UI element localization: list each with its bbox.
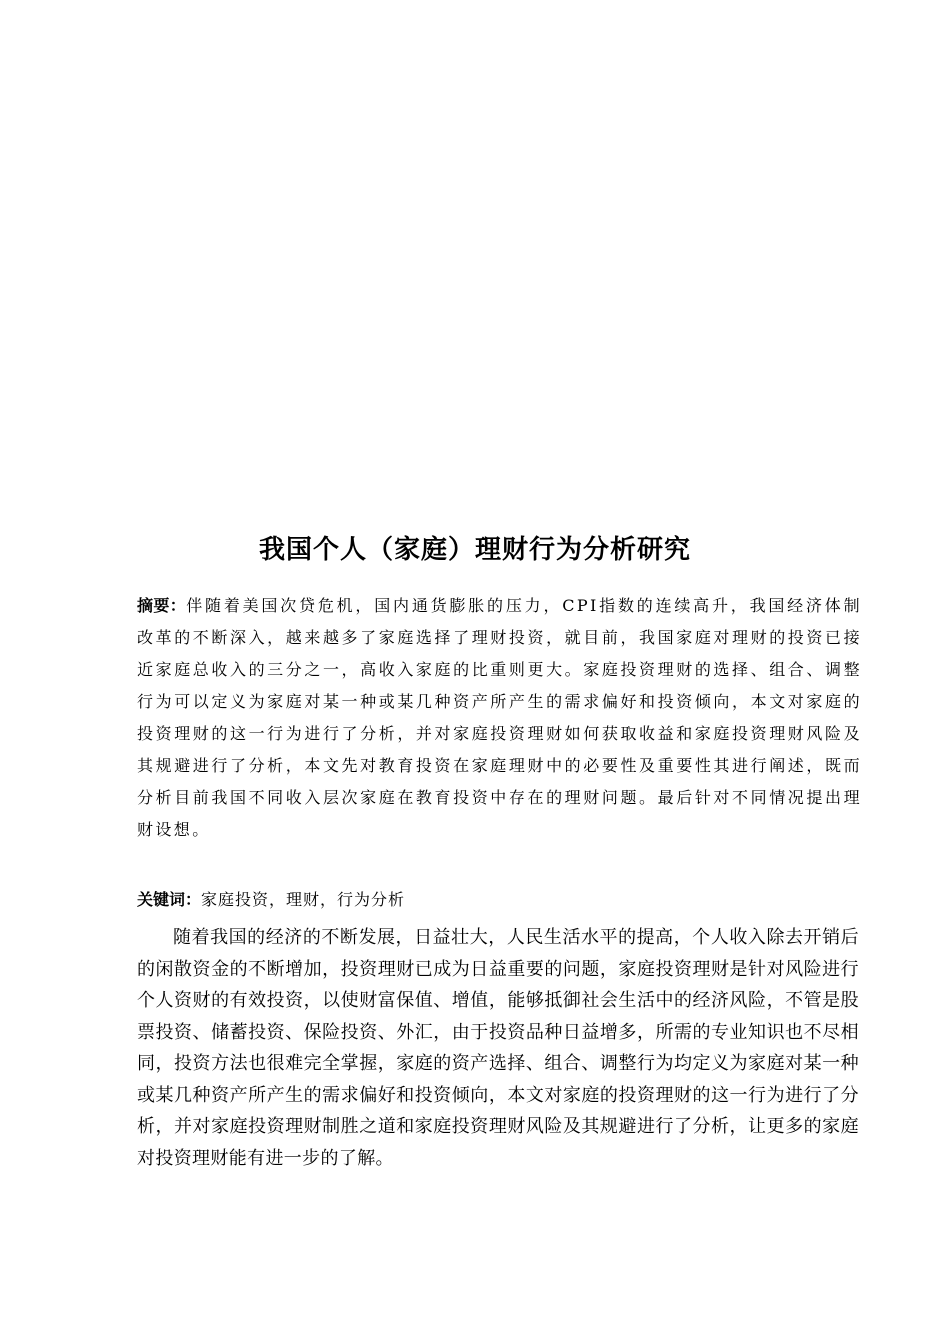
body-paragraph: 随着我国的经济的不断发展，日益壮大，人民生活水平的提高，个人收入除去开销后的闲散资金的不断增加，投资理财已成为日益重要的问题，家庭投资理财是针对风险进行个人资财的有效投资，以使财富保值、增值，能够抵御社会生活中的经济风险，不管是股票投资、储蓄投资、保险投资、外汇，由于投资品种日益增多，所需的专业知识也不尽相同，投资方法也很难完全掌握，家庭的资产选择、组合、调整行为均定义为家庭对某一种或某几种资产所产生的需求偏好和投资倾向，本文对家庭的投资理财的这一行为进行了分析，并对家庭投资理财制胜之道和家庭投资理财风险及其规避进行了分析，让更多的家庭对投资理财能有进一步的了解。 (137, 927, 859, 1169)
abstract-label: 摘要： (137, 596, 187, 615)
keywords-label: 关键词： (137, 890, 202, 909)
keywords-text: 家庭投资，理财，行为分析 (201, 890, 406, 909)
abstract-text: 伴随着美国次贷危机，国内通货膨胀的压力，CPI指数的连续高升，我国经济体制改革的不断深入，越来越多了家庭选择了理财投资，就目前，我国家庭对理财的投资已接近家庭总收入的三分之一，高收入家庭的比重则更大。家庭投资理财的选择、组合、调整行为可以定义为家庭对某一种或某几种资产所产生的需求偏好和投资倾向，本文对家庭的投资理财的这一行为进行了分析，并对家庭投资理财如何获取收益和家庭投资理财风险及其规避进行了分析，本文先对教育投资在家庭理财中的必要性及重要性其进行阐述，既而分析目前我国不同收入层次家庭在教育投资中存在的理财问题。最后针对不同情况提出理财设想。 (137, 596, 862, 839)
keywords-section (137, 884, 862, 916)
document-title: 我国个人（家庭）理财行为分析研究 (258, 535, 691, 565)
abstract-section (137, 590, 862, 846)
